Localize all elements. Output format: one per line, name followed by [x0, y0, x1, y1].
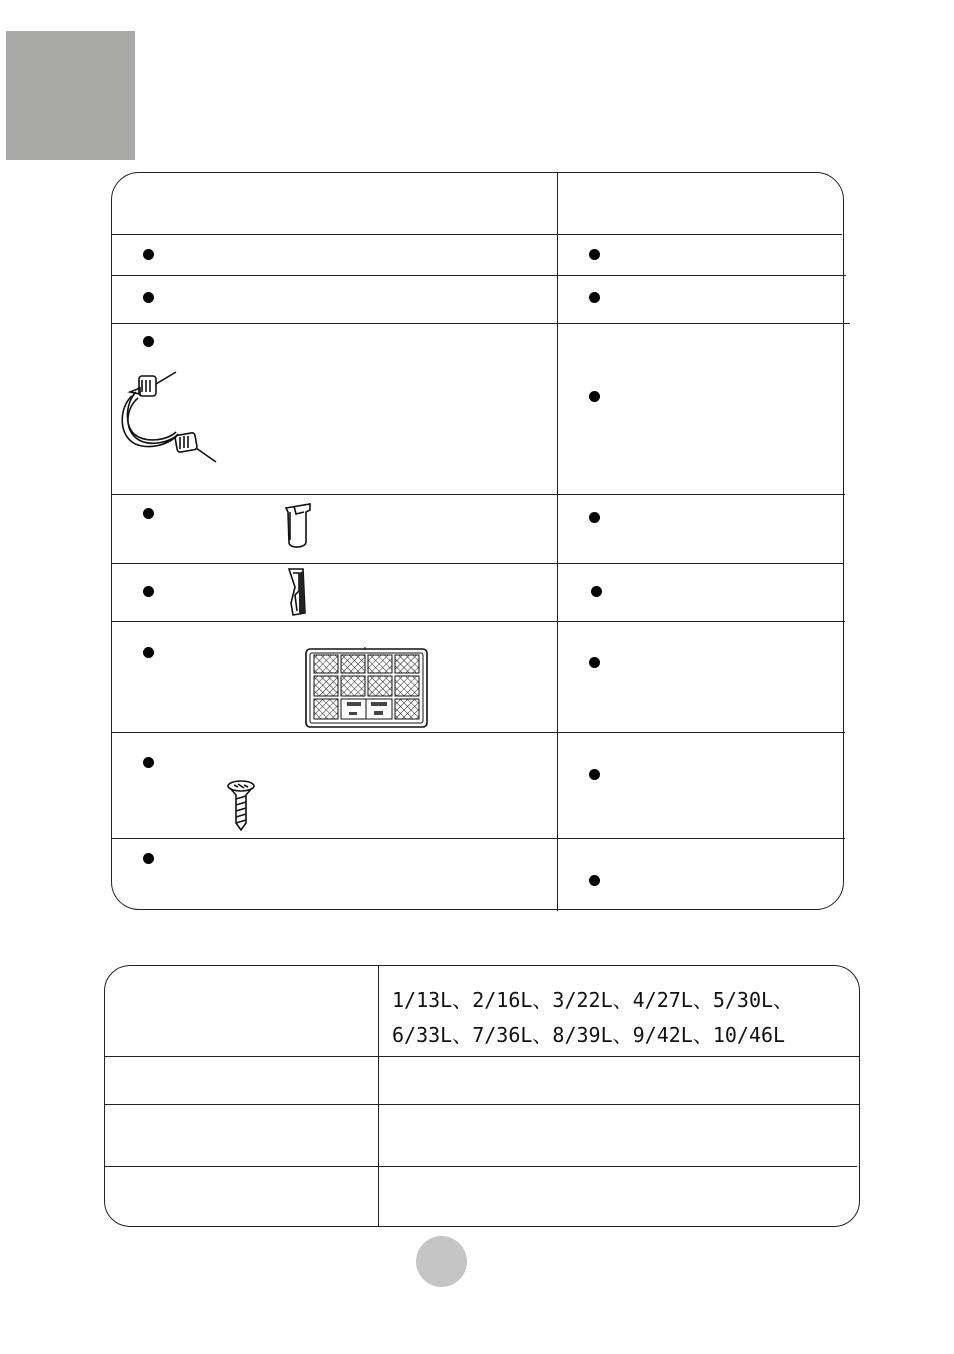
cap-icon [284, 502, 314, 550]
list-bullet [143, 757, 154, 768]
screw-icon [226, 779, 256, 831]
row-divider [112, 838, 845, 839]
list-bullet [143, 249, 154, 260]
accessories-table [111, 172, 844, 910]
spec-row-divider [105, 1056, 859, 1057]
list-bullet [143, 508, 154, 519]
spec-column-divider [378, 966, 379, 1226]
list-bullet [589, 875, 600, 886]
list-bullet [143, 647, 154, 658]
row-divider [112, 732, 845, 733]
list-bullet [589, 249, 600, 260]
filter-icon [305, 646, 428, 729]
list-bullet [589, 512, 600, 523]
list-bullet [589, 769, 600, 780]
section-tab [6, 31, 135, 160]
list-bullet [143, 336, 154, 347]
spec-row-divider [105, 1166, 857, 1167]
row-divider [112, 275, 846, 276]
row-divider [112, 621, 845, 622]
row-divider [112, 234, 842, 235]
row-divider [112, 563, 844, 564]
spec-row-divider [105, 1104, 859, 1105]
list-bullet [591, 586, 602, 597]
clip-icon [287, 567, 309, 617]
inlet-hose-icon [112, 362, 222, 466]
accessories-column-divider [557, 173, 558, 911]
list-bullet [143, 853, 154, 864]
list-bullet [589, 391, 600, 402]
row-divider [112, 494, 845, 495]
water-level-values-line2: 6/33L、7/36L、8/39L、9/42L、10/46L [392, 1023, 786, 1047]
list-bullet [143, 292, 154, 303]
list-bullet [589, 292, 600, 303]
water-level-values-line1: 1/13L、2/16L、3/22L、4/27L、5/30L、 [392, 988, 794, 1012]
list-bullet [589, 657, 600, 668]
row-divider [112, 323, 850, 324]
page-number-badge [416, 1236, 467, 1287]
list-bullet [143, 586, 154, 597]
